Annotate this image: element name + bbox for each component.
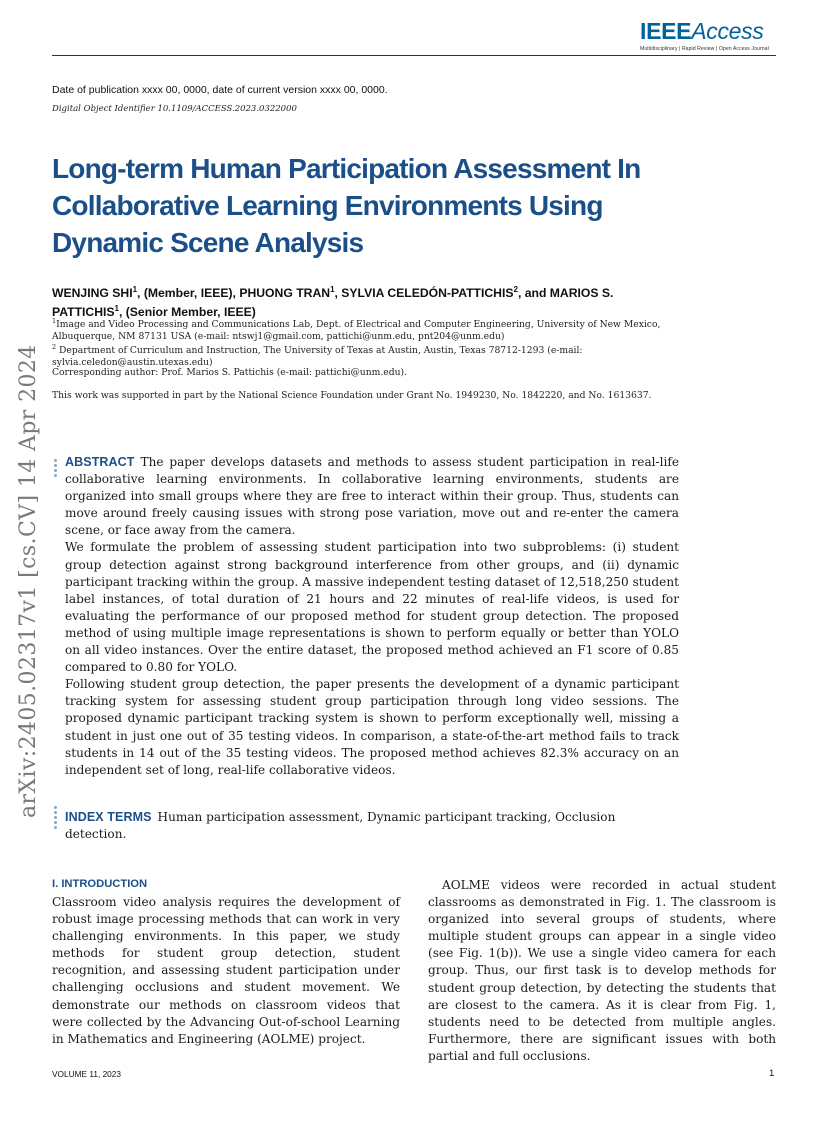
- abstract-label: ABSTRACT: [65, 455, 135, 469]
- corresponding-author: Corresponding author: Prof. Marios S. Pattichis (e-mail: pattichi@unm.edu).: [52, 367, 408, 378]
- abstract-paragraph-2: We formulate the problem of assessing student participation into two subproblems: (i) student group detection against strong background interference from other groups, and (ii) dynamic participant tracking within the group. A massive independent testing dataset of 12,518,250 student label instances, of total duration of 21 hours and 22 minutes of real-life videos, is used for evaluating the performance of our proposed method for student group detection. The proposed method of using multiple image representations is shown to perform equally or better than YOLO on all video instances. Over the entire dataset, the proposed method achieved an F1 score of 0.85 compared to 0.80 for YOLO.: [65, 540, 679, 675]
- arxiv-stamp: arXiv:2405.02317v1 [cs.CV] 14 Apr 2024: [16, 344, 41, 818]
- logo-access-text: Access: [691, 18, 764, 44]
- doi-line: Digital Object Identifier 10.1109/ACCESS.2023.0322000: [52, 104, 297, 114]
- paper-title: Long-term Human Participation Assessment In Collaborative Learning Environments Using Dynamic Scene Analysis: [52, 153, 641, 258]
- footer-volume: VOLUME 11, 2023: [52, 1069, 122, 1079]
- funding-note: This work was supported in part by the National Science Foundation under Grant No. 1949230, No. 1842220, and No. 1613637.: [52, 390, 652, 401]
- section-heading: I. INTRODUCTION: [52, 878, 148, 890]
- intro-right-column: AOLME videos were recorded in actual student classrooms as demonstrated in Fig. 1. The classroom is organized into several groups of students, where multiple student groups can appear in a single video (see Fig. 1(b)). We use a single video camera for each group. Thus, our first task is to develop methods for student group detection, by detecting the students that are closest to the camera. As it is clear from Fig. 1, students need to be detected from multiple angles. Furthermore, there are significant issues with both partial and full occlusions.: [428, 878, 776, 1063]
- ieee-access-logo: [640, 18, 772, 52]
- abstract-paragraph-3: Following student group detection, the paper presents the development of a dynamic participant tracking system for assessing student group participation through long video sessions. The proposed dynamic participant tracking system is shown to perform exceptionally well, missing a student in just one out of 35 testing videos. In comparison, a state-of-the-art method fails to track students in 14 out of the 35 testing videos. The proposed method achieves 82.3% accuracy on an independent set of long, real-life collaborative videos.: [65, 677, 679, 777]
- logo-ieee-text: IEEE: [640, 18, 692, 44]
- abstract-dots-icon: [54, 459, 57, 479]
- index-terms-dots-icon: [54, 806, 57, 831]
- author-list: WENJING SHI$^1$, (Member, IEEE), PHUONG TRAN$^1$, SYLVIA CELEDÓN-PATTICHIS$^2$, and MARIOS S. PATTICHIS$^1$, (Senior Member, IEEE): [52, 285, 614, 320]
- logo-tagline: Multidisciplinary | Rapid Review | Open Access Journal: [640, 46, 769, 52]
- index-terms-label: INDEX TERMS: [65, 810, 152, 824]
- abstract: [65, 454, 679, 779]
- page-number: 1: [769, 1068, 775, 1079]
- affiliations: [52, 316, 672, 368]
- header-divider: [52, 55, 776, 56]
- affiliation-1: $^1$Image and Video Processing and Communications Lab, Dept. of Electrical and Computer Engineering, University of New Mexico, Albuquerque, NM 87131 USA (e-mail: ntswj1@gmail.com, pattichi@unm.edu, pnt204@unm.edu): [52, 317, 661, 342]
- index-terms: INDEX TERMS Human participation assessment, Dynamic participant tracking, Occlusion detection.: [65, 810, 616, 842]
- affiliation-2: $^2$ Department of Curriculum and Instruction, The University of Texas at Austin, Austin, Texas 78712-1293 (e-mail: sylvia.celedon@austin.utexas.edu): [52, 343, 583, 368]
- publication-date: Date of publication xxxx 00, 0000, date of current version xxxx 00, 0000.: [52, 84, 388, 96]
- intro-left-column: Classroom video analysis requires the development of robust image processing methods that can work in very challenging environments. In this paper, we study methods for student group detection, student recognition, and assessing student participation under challenging occlusions and student movement. We demonstrate our methods on classroom videos that were collected by the Advancing Out-of-school Learning in Mathematics and Engineering (AOLME) project.: [52, 895, 400, 1046]
- abstract-paragraph-1: ABSTRACT The paper develops datasets and methods to assess student participation in real-life collaborative learning environments. In collaborative learning environments, students are organized into small groups where they are free to interact within their group. Thus, students can move around freely causing issues with strong pose variation, move out and re-enter the camera scene, or face away from the camera.: [65, 455, 679, 538]
